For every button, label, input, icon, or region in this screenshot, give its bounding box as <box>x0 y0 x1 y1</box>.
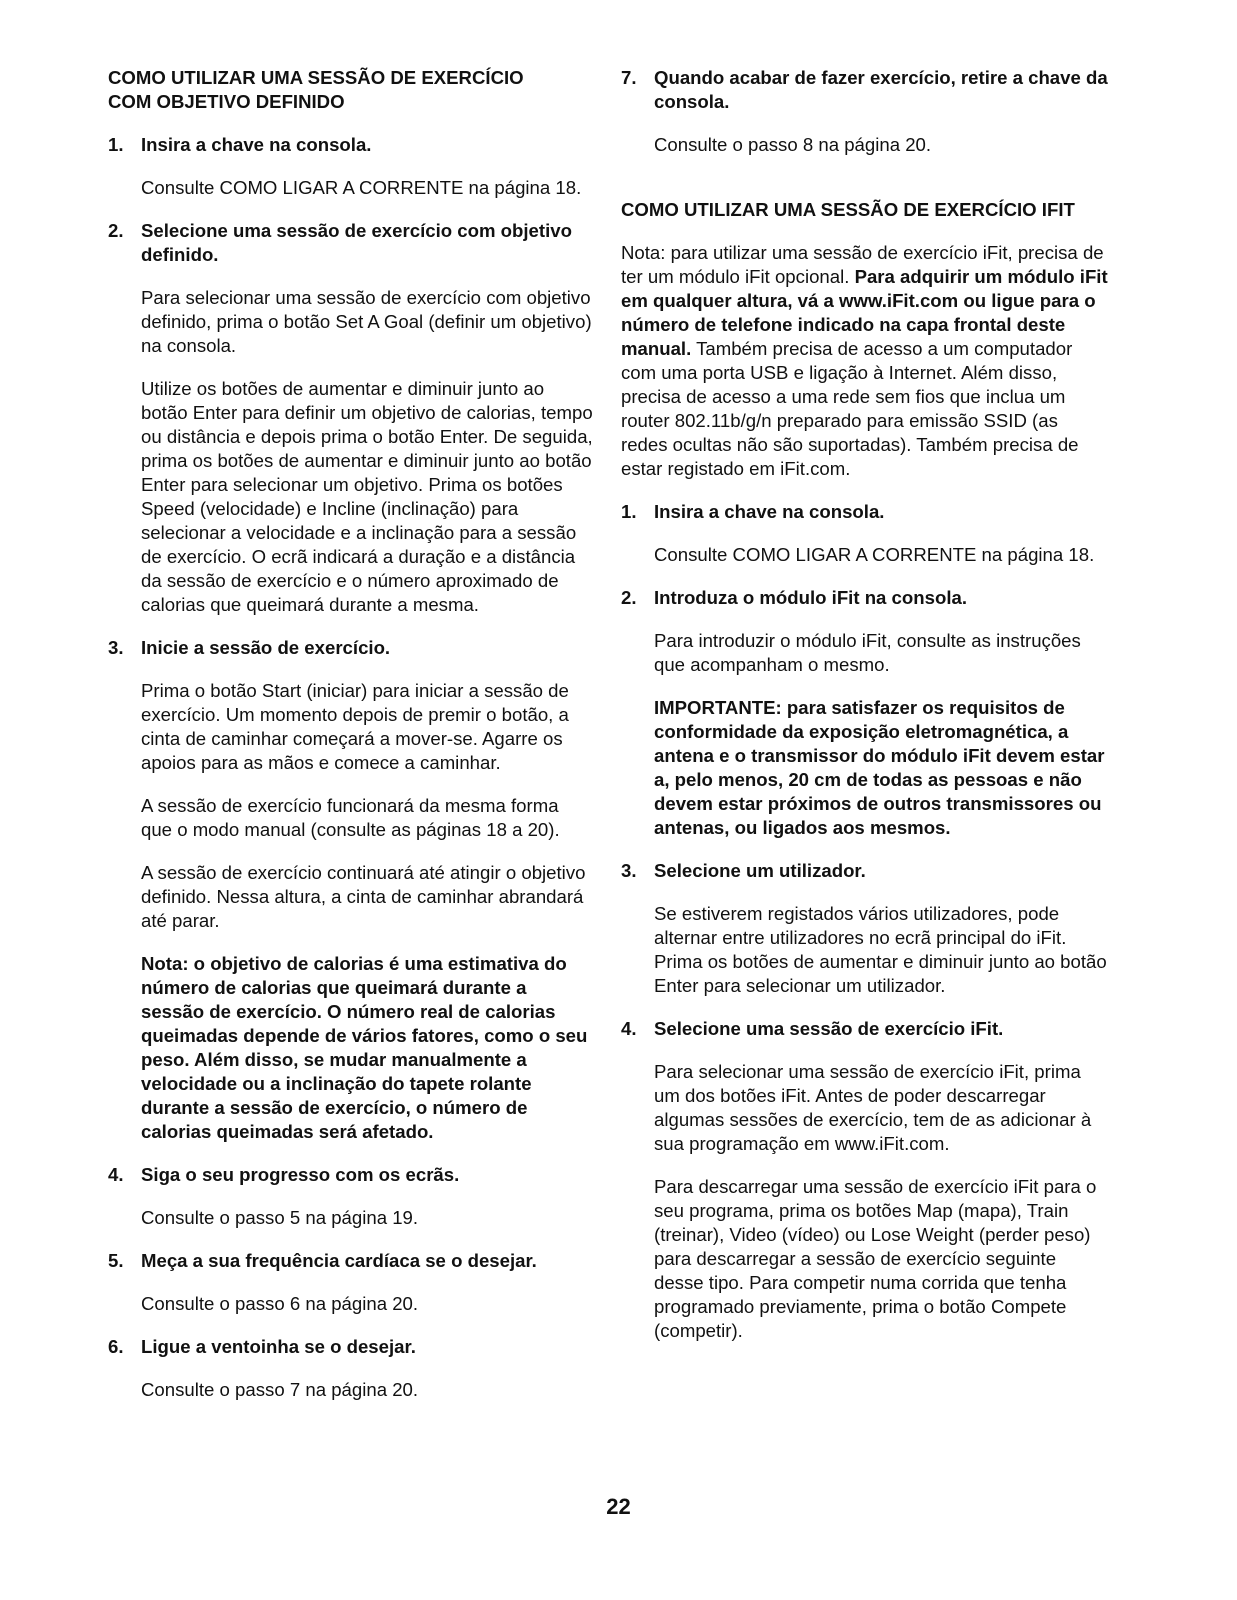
ifit-step-1-text: Consulte COMO LIGAR A CORRENTE na página 18. <box>654 544 1095 565</box>
goal-step-3: 3. Inicie a sessão de exercício. <box>108 637 391 658</box>
ifit-step-3-text: Se estiverem registados vários utilizadores, pode alternar entre utilizadores no ecrã principal do iFit. Prima os botões de aumentar e diminuir junto ao botão Enter para selecionar um utilizador. <box>654 903 1107 996</box>
section-title-ifit-workout: COMO UTILIZAR UMA SESSÃO DE EXERCÍCIO IFIT <box>621 199 1075 220</box>
goal-step-2: 2. Selecione uma sessão de exercício com objetivo definido. <box>108 220 572 265</box>
goal-step-7: 7. Quando acabar de fazer exercício, retire a chave da consola. <box>621 67 1108 112</box>
ifit-step-2: 2. Introduza o módulo iFit na consola. <box>621 587 967 608</box>
right-column <box>621 66 1109 1362</box>
goal-step-1-text: Consulte COMO LIGAR A CORRENTE na página 18. <box>141 177 582 198</box>
ifit-step-3: 3. Selecione um utilizador. <box>621 860 866 881</box>
goal-step-4: 4. Siga o seu progresso com os ecrãs. <box>108 1164 460 1185</box>
ifit-step-4-text-1: Para selecionar uma sessão de exercício iFit, prima um dos botões iFit. Antes de poder descarregar algumas sessões de exercício, tem de as adicionar à sua programação em www.iFit.com. <box>654 1061 1092 1154</box>
ifit-step-4: 4. Selecione uma sessão de exercício iFit. <box>621 1018 1004 1039</box>
goal-step-3-text-1: Prima o botão Start (iniciar) para iniciar a sessão de exercício. Um momento depois de premir o botão, a cinta de caminhar começará a mover-se. Agarre os apoios para as mãos e comece a caminhar. <box>141 680 569 773</box>
section-title-goal-workout: COMO UTILIZAR UMA SESSÃO DE EXERCÍCIO COM OBJETIVO DEFINIDO <box>108 67 524 112</box>
page-number: 22 <box>606 1494 631 1519</box>
goal-step-4-text: Consulte o passo 5 na página 19. <box>141 1207 419 1228</box>
goal-step-6-text: Consulte o passo 7 na página 20. <box>141 1379 419 1400</box>
ifit-step-4-text-2: Para descarregar uma sessão de exercício iFit para o seu programa, prima os botões Map (mapa), Train (treinar), Video (vídeo) ou Lose Weight (perder peso) para descarregar a sessão de exercício seguinte desse tipo. Para competir numa corrida que tenha programado previamente, prima o botão Compete (competir). <box>654 1176 1097 1341</box>
ifit-intro: Nota: para utilizar uma sessão de exercício iFit, precisa de ter um módulo iFit opcional. Para adquirir um módulo iFit em qualquer altura, vá a www.iFit.com ou ligue para o número de telefone indicado na capa frontal deste manual. Também precisa de acesso a um computador com uma porta USB e ligação à Internet. Além disso, precisa de acesso a uma rede sem fios que inclua um router 802.11b/g/n preparado para emissão SSID (as redes ocultas não são suportadas). Também precisa de estar registado em iFit.com. <box>621 242 1108 479</box>
goal-step-5: 5. Meça a sua frequência cardíaca se o desejar. <box>108 1250 537 1271</box>
goal-step-2-text-1: Para selecionar uma sessão de exercício com objetivo definido, prima o botão Set A Goal (definir um objetivo) na consola. <box>141 287 592 356</box>
goal-step-1: 1. Insira a chave na consola. <box>108 134 372 155</box>
goal-step-3-text-3: A sessão de exercício continuará até atingir o objetivo definido. Nessa altura, a cinta de caminhar abrandará até parar. <box>141 862 586 931</box>
important-note: IMPORTANTE: para satisfazer os requisitos de conformidade da exposição eletromagnética, a antena e o transmissor do módulo iFit devem estar a, pelo menos, 20 cm de todas as pessoas e não devem estar próximos de outros transmissores ou antenas, ou ligados aos mesmos. <box>654 697 1105 838</box>
calories-note: Nota: o objetivo de calorias é uma estimativa do número de calorias que queimará durante a sessão de exercício. O número real de calorias queimadas depende de vários fatores, como o seu peso. Além disso, se mudar manualmente a velocidade ou a inclinação do tapete rolante durante a sessão de exercício, o número de calorias queimadas será afetado. <box>141 953 588 1142</box>
goal-step-5-text: Consulte o passo 6 na página 20. <box>141 1293 419 1314</box>
goal-step-3-text-2: A sessão de exercício funcionará da mesma forma que o modo manual (consulte as páginas 18 a 20). <box>141 795 560 840</box>
ifit-step-2-text: Para introduzir o módulo iFit, consulte as instruções que acompanham o mesmo. <box>654 630 1081 675</box>
ifit-step-1: 1. Insira a chave na consola. <box>621 501 885 522</box>
goal-step-7-text: Consulte o passo 8 na página 20. <box>654 134 932 155</box>
goal-step-6: 6. Ligue a ventoinha se o desejar. <box>108 1336 416 1357</box>
left-column <box>108 66 593 1421</box>
goal-step-2-text-2: Utilize os botões de aumentar e diminuir junto ao botão Enter para definir um objetivo de calorias, tempo ou distância e depois prima o botão Enter. De seguida, prima os botões de aumentar e diminuir junto ao botão Enter para selecionar um objetivo. Prima os botões Speed (velocidade) e Incline (inclinação) para selecionar a velocidade e a inclinação para a sessão de exercício. O ecrã indicará a duração e a distância da sessão de exercício e o número aproximado de calorias que queimará durante a mesma. <box>141 378 593 615</box>
